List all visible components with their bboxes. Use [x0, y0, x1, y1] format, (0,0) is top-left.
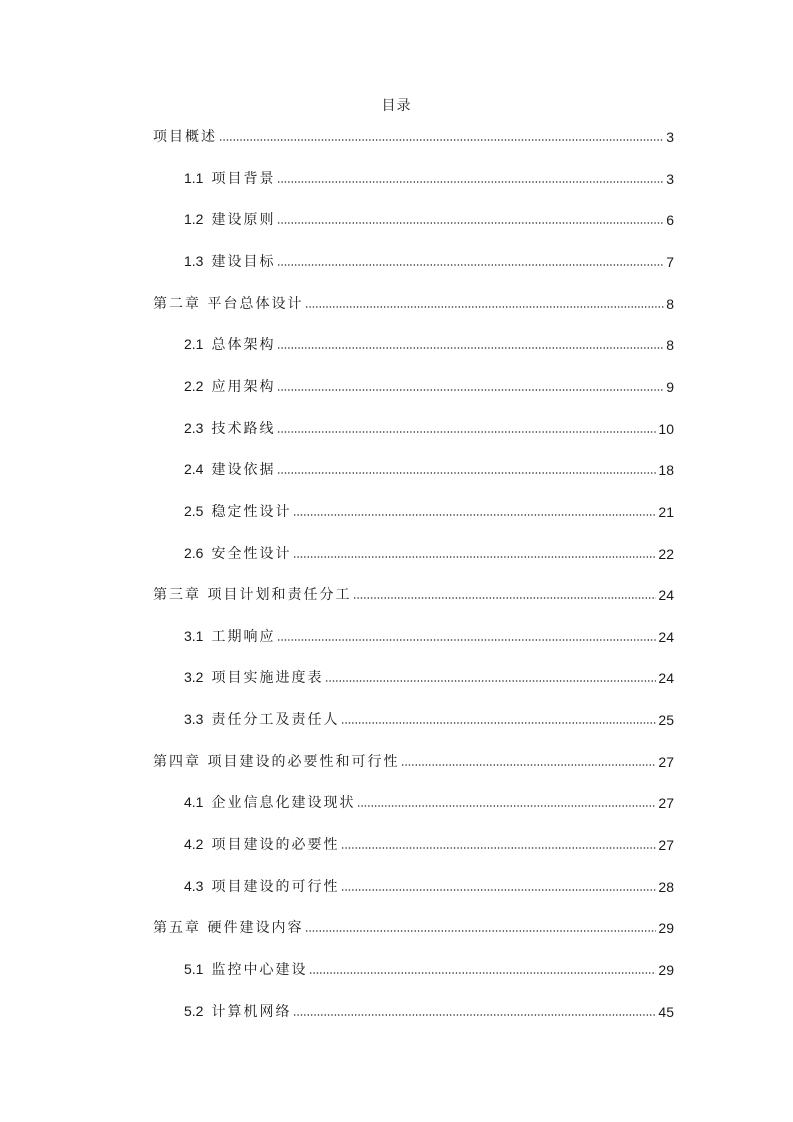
dot-leader [293, 1013, 656, 1017]
toc-entry-label [153, 752, 399, 772]
toc-entry-label [184, 251, 275, 272]
toc-entry[interactable] [153, 294, 674, 314]
toc-entry-text: 技术路线 [211, 420, 276, 437]
dot-leader [277, 180, 664, 184]
toc-entry-number: 2.1 [184, 336, 204, 353]
dot-leader [305, 929, 656, 933]
dot-leader [277, 471, 656, 475]
toc-entry-label [184, 168, 275, 189]
toc-entry-page-number: 24 [658, 587, 674, 604]
toc-entry-text: 企业信息化建设现状 [211, 795, 356, 812]
toc-entry-text: 建设依据 [211, 462, 276, 479]
toc-entry-text: 应用架构 [211, 378, 276, 395]
toc-entry-number: 3.3 [184, 711, 204, 728]
toc-entry-text: 监控中心建设 [211, 962, 308, 978]
toc-entry-page-number: 27 [658, 753, 674, 770]
toc-entry-text: 责任分工及责任人 [211, 712, 340, 729]
toc-entry-number: 1.3 [184, 252, 204, 269]
toc-entry[interactable] [184, 668, 674, 688]
toc-entry-text: 稳定性设计 [211, 503, 292, 520]
toc-entry-page-number: 29 [658, 920, 674, 937]
toc-entry-number: 3.2 [184, 669, 204, 686]
toc-entry[interactable] [153, 918, 674, 938]
toc-entry-text: 总体架构 [211, 337, 276, 354]
toc-entry[interactable] [184, 544, 674, 564]
toc-entry-page-number: 3 [666, 129, 674, 145]
toc-entry[interactable] [184, 210, 674, 230]
toc-entry-text: 项目概述 [153, 129, 217, 145]
dot-leader [305, 305, 664, 309]
toc-entry-page-number: 8 [666, 295, 674, 312]
toc-entry-label [184, 543, 291, 564]
toc-entry-label [184, 1001, 291, 1022]
toc-entry-number: 4.2 [184, 836, 204, 853]
dot-leader [293, 513, 656, 517]
toc-entry-text: 建设原则 [211, 212, 276, 229]
toc-entry-page-number: 24 [658, 670, 674, 687]
toc-entry-page-number: 27 [658, 795, 674, 812]
toc-entry-number: 2.6 [184, 544, 204, 561]
toc-entry[interactable] [184, 960, 674, 980]
toc-entry-label [184, 709, 339, 730]
toc-entry[interactable] [184, 793, 674, 813]
toc-entry-number: 5.2 [184, 1002, 204, 1019]
toc-entry-label [184, 334, 275, 355]
toc-entry-page-number: 7 [666, 253, 674, 270]
toc-entry-text: 工期响应 [211, 628, 276, 645]
toc-title: 目录 [381, 98, 412, 114]
toc-entry-text: 第五章 硬件建设内容 [153, 920, 304, 937]
toc-entry-number: 2.4 [184, 461, 204, 478]
toc-entry-page-number: 9 [666, 378, 674, 395]
toc-entry-text: 项目建设的可行性 [211, 878, 340, 895]
toc-entry-number: 3.1 [184, 627, 204, 644]
dot-leader [277, 430, 656, 434]
dot-leader [277, 221, 664, 225]
dot-leader [277, 638, 656, 642]
toc-entry-text: 项目实施进度表 [211, 670, 324, 687]
dot-leader [325, 679, 656, 683]
toc-entry-page-number: 21 [658, 503, 674, 520]
toc-entry-text: 第二章 平台总体设计 [153, 295, 304, 312]
toc-entry[interactable] [184, 502, 674, 522]
toc-entry[interactable] [184, 460, 674, 480]
toc-entry[interactable] [184, 252, 674, 272]
toc-entry-label [153, 918, 303, 938]
toc-entry-text: 安全性设计 [211, 545, 292, 562]
toc-entry-number: 1.2 [184, 211, 204, 228]
toc-entry[interactable] [184, 169, 674, 189]
toc-entry-text: 建设目标 [211, 253, 276, 270]
toc-entry[interactable] [153, 585, 674, 605]
toc-entry-page-number: 45 [658, 1003, 674, 1020]
toc-entry-page-number: 24 [658, 628, 674, 645]
dot-leader [341, 721, 656, 725]
toc-entry-number: 2.3 [184, 419, 204, 436]
toc-entry[interactable] [184, 835, 674, 855]
toc-entry-text: 第四章 项目建设的必要性和可行性 [153, 753, 400, 770]
toc-entry-text: 第三章 项目计划和责任分工 [153, 587, 352, 604]
dot-leader [357, 804, 656, 808]
toc-entry-label [184, 209, 275, 230]
toc-entry-page-number: 27 [658, 837, 674, 854]
dot-leader [277, 263, 664, 267]
toc-entry-page-number: 22 [658, 545, 674, 562]
dot-leader [277, 388, 664, 392]
toc-entry-text: 项目建设的必要性 [211, 837, 340, 854]
toc-entry-page-number: 28 [658, 878, 674, 895]
toc-entry-page-number: 3 [666, 170, 674, 187]
toc-entry[interactable] [153, 752, 674, 772]
toc-entry-page-number: 8 [666, 337, 674, 354]
toc-entry-label [153, 585, 351, 605]
toc-entry[interactable] [184, 419, 674, 439]
dot-leader [341, 888, 656, 892]
toc-entry-label [184, 876, 339, 897]
toc-entry-label [184, 792, 355, 813]
toc-entry-page-number: 18 [658, 462, 674, 479]
dot-leader [277, 346, 664, 350]
dot-leader [341, 846, 656, 850]
dot-leader [293, 555, 656, 559]
toc-entry[interactable] [184, 877, 674, 897]
toc-entry[interactable] [184, 627, 674, 647]
toc-entry-label [184, 667, 323, 688]
toc-entry-label [153, 294, 303, 314]
toc-entry-number: 4.3 [184, 877, 204, 894]
toc-entry-text: 项目背景 [211, 170, 276, 187]
toc-entry-number: 5.1 [184, 961, 204, 977]
dot-leader [309, 971, 656, 975]
dot-leader [353, 596, 656, 600]
toc-entry-page-number: 10 [658, 420, 674, 437]
toc-entry-number: 2.5 [184, 502, 204, 519]
toc-entry-page-number: 6 [666, 212, 674, 229]
toc-entry-page-number: 29 [658, 962, 674, 978]
toc-entry-label [184, 376, 275, 397]
toc-entry[interactable] [184, 1002, 674, 1022]
toc-entry-label [184, 959, 307, 980]
dot-leader [401, 763, 656, 767]
toc-entry-number: 1.1 [184, 169, 204, 186]
toc-entry-label [184, 418, 275, 439]
toc-entry-label [153, 127, 217, 147]
toc-entry-page-number: 25 [658, 712, 674, 729]
toc-entry-label [184, 501, 291, 522]
dot-leader [219, 138, 664, 142]
toc-entry-label [184, 626, 275, 647]
toc-entry-number: 4.1 [184, 794, 204, 811]
toc-entry-text: 计算机网络 [211, 1003, 292, 1020]
toc-entry[interactable] [184, 710, 674, 730]
toc-entry-label [184, 459, 275, 480]
toc-entry[interactable] [153, 127, 674, 147]
toc-entry-number: 2.2 [184, 377, 204, 394]
toc-entry[interactable] [184, 335, 674, 355]
toc-entry-label [184, 834, 339, 855]
toc-entry[interactable] [184, 377, 674, 397]
